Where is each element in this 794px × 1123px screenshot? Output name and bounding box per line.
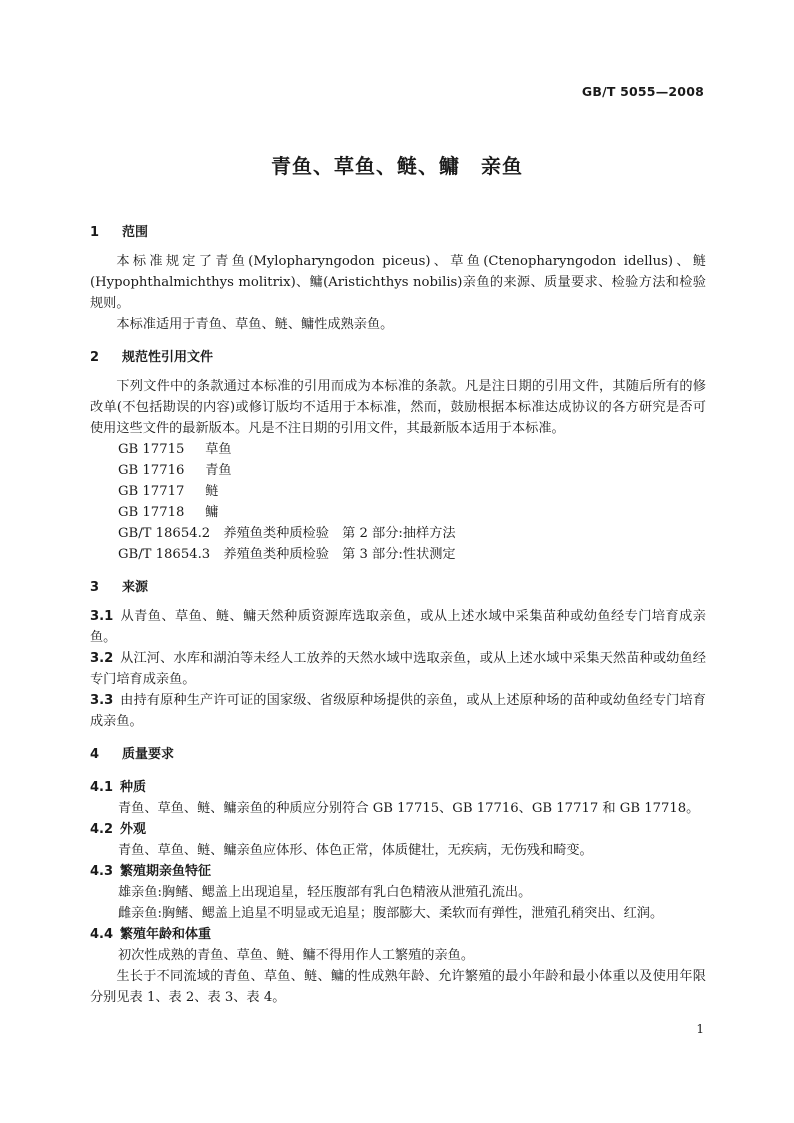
reference-code: GB 17717: [118, 484, 185, 499]
reference-code: GB/T 18654.2: [118, 526, 211, 541]
section-number: 4: [90, 747, 100, 762]
reference-title: 青鱼: [205, 463, 232, 478]
clause-3-1: [90, 606, 706, 648]
paragraph: 青鱼、草鱼、鲢、鳙亲鱼的种质应分别符合 GB 17715、GB 17716、GB 17717 和 GB 17718。: [118, 801, 700, 816]
section-number: 1: [90, 225, 100, 240]
standard-code: GB/T 5055—2008: [581, 84, 704, 99]
paragraph: 本标准规定了青鱼(Mylopharyngodon piceus)、草鱼(Ctenopharyngodon idellus)、鲢(Hypophthalmichthys molitrix)、鳙(Aristichthys nobilis)亲鱼的来源、质量要求、检验方法和检验规则。: [90, 254, 706, 311]
reference-code: GB 17716: [118, 463, 185, 478]
reference-code: GB/T 18654.3: [118, 547, 211, 562]
section-title: 质量要求: [122, 747, 175, 762]
section-heading-source: [90, 577, 706, 598]
subsection-heading-appearance: [90, 819, 706, 840]
clause-3-2: [90, 648, 706, 690]
reference-item: [90, 502, 706, 523]
clause-number: 3.3: [90, 693, 114, 708]
paragraph: 初次性成熟的青鱼、草鱼、鲢、鳙不得用作人工繁殖的亲鱼。: [118, 948, 475, 963]
section-title: 规范性引用文件: [122, 350, 214, 365]
section-heading-normative-references: [90, 347, 706, 368]
subsection-title: 外观: [120, 822, 147, 837]
reference-title: 鳙: [205, 505, 219, 520]
reference-code: GB 17718: [118, 505, 185, 520]
subsection-heading-breeding-age-weight: [90, 924, 706, 945]
subsection-heading-breeding-features: [90, 861, 706, 882]
clause-text: 由持有原种生产许可证的国家级、省级原种场提供的亲鱼，或从上述原种场的苗种或幼鱼经专门培育成亲鱼。: [90, 693, 706, 729]
section-number: 2: [90, 350, 100, 365]
section-title: 来源: [122, 580, 149, 595]
clause-text: 从青鱼、草鱼、鲢、鳙天然种质资源库选取亲鱼，或从上述水域中采集苗种或幼鱼经专门培育成亲鱼。: [90, 609, 706, 645]
clause-3-3: [90, 690, 706, 732]
clause-text: 从江河、水库和湖泊等未经人工放养的天然水域中选取亲鱼，或从上述水域中采集天然苗种或幼鱼经专门培育成亲鱼。: [90, 651, 706, 687]
subsection-number: 4.4: [90, 927, 114, 942]
reference-item: [90, 481, 706, 502]
reference-title: 草鱼: [205, 442, 232, 457]
subsection-number: 4.2: [90, 822, 114, 837]
subsection-heading-germplasm: [90, 777, 706, 798]
document-body: [90, 222, 706, 1008]
subsection-number: 4.3: [90, 864, 114, 879]
reference-item: [90, 439, 706, 460]
subsection-number: 4.1: [90, 780, 114, 795]
paragraph: 雌亲鱼:胸鳍、鳃盖上追星不明显或无追星；腹部膨大、柔软而有弹性，泄殖孔稍突出、红润。: [118, 906, 664, 921]
reference-title: 养殖鱼类种质检验 第 2 部分:抽样方法: [223, 526, 456, 541]
reference-item: [90, 523, 706, 544]
reference-title: 养殖鱼类种质检验 第 3 部分:性状测定: [223, 547, 456, 562]
page-number: 1: [696, 1022, 704, 1036]
reference-code: GB 17715: [118, 442, 185, 457]
section-number: 3: [90, 580, 100, 595]
reference-title: 鲢: [205, 484, 219, 499]
section-title: 范围: [122, 225, 149, 240]
paragraph: 下列文件中的条款通过本标准的引用而成为本标准的条款。凡是注日期的引用文件，其随后所有的修改单(不包括勘误的内容)或修订版均不适用于本标准，然而，鼓励根据本标准达成协议的各方研究是否可使用这些文件的最新版本。凡是不注日期的引用文件，其最新版本适用于本标准。: [90, 379, 706, 436]
page-title: 青鱼、草鱼、鲢、鳙 亲鱼: [271, 154, 523, 178]
section-heading-quality-requirements: [90, 744, 706, 765]
reference-item: [90, 460, 706, 481]
subsection-title: 种质: [120, 780, 147, 795]
subsection-title: 繁殖期亲鱼特征: [120, 864, 212, 879]
paragraph: 雄亲鱼:胸鳍、鳃盖上出现追星，轻压腹部有乳白色精液从泄殖孔流出。: [118, 885, 532, 900]
section-heading-scope: [90, 222, 706, 243]
paragraph: 本标准适用于青鱼、草鱼、鲢、鳙性成熟亲鱼。: [116, 317, 394, 332]
paragraph: 生长于不同流域的青鱼、草鱼、鲢、鳙的性成熟年龄、允许繁殖的最小年龄和最小体重以及使用年限分别见表 1、表 2、表 3、表 4。: [90, 969, 706, 1005]
clause-number: 3.1: [90, 609, 114, 624]
paragraph: 青鱼、草鱼、鲢、鳙亲鱼应体形、体色正常，体质健壮，无疾病，无伤残和畸变。: [118, 843, 593, 858]
subsection-title: 繁殖年龄和体重: [120, 927, 212, 942]
clause-number: 3.2: [90, 651, 114, 666]
reference-item: [90, 544, 706, 565]
